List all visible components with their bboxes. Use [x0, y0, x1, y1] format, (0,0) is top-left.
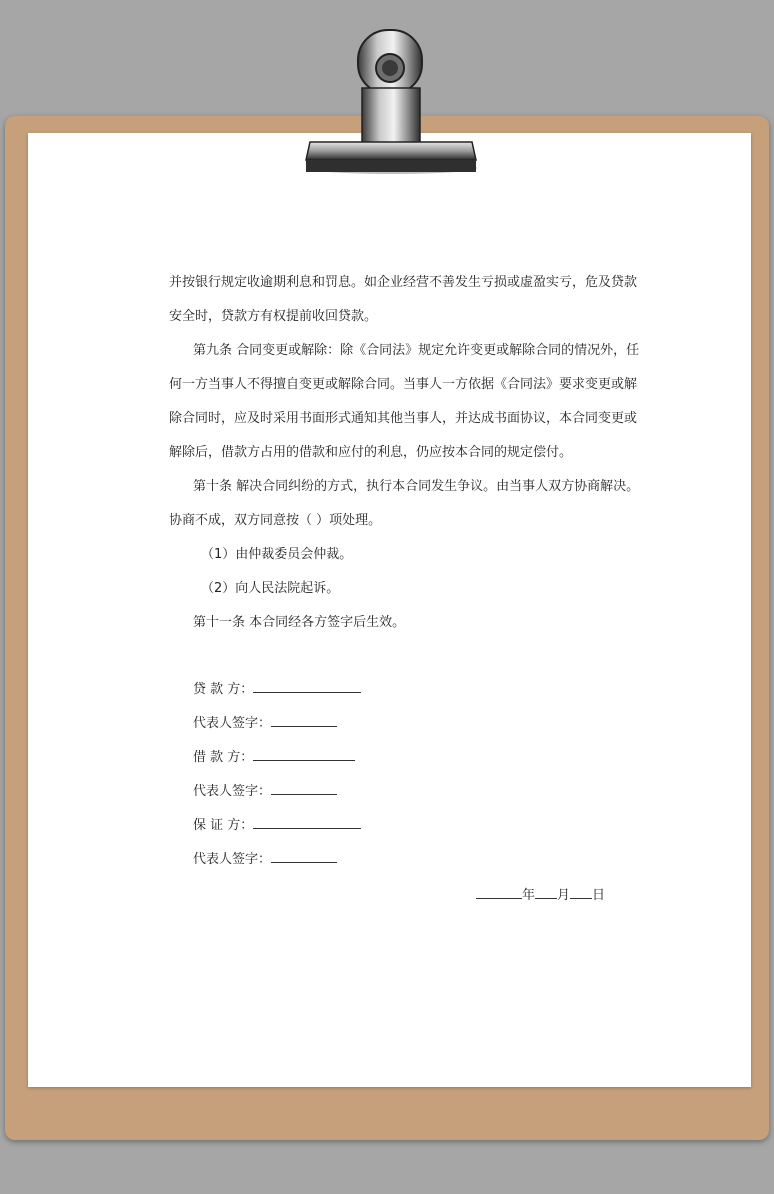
paragraph-line: 协商不成，双方同意按（ ）项处理。 — [169, 513, 382, 528]
borrower-rep-signature-row — [193, 780, 361, 814]
article-9-line: 第九条 合同变更或解除：除《合同法》规定允许变更或解除合同的情况外，任 — [193, 343, 640, 358]
paragraph-line: 解除后，借款方占用的借款和应付的利息，仍应按本合同的规定偿付。 — [169, 445, 573, 460]
guarantor-signature-row — [193, 814, 361, 848]
paragraph-line: 何一方当事人不得擅自变更或解除合同。当事人一方依据《合同法》要求变更或解 — [169, 377, 638, 392]
lender-label: 贷 款 方： — [193, 682, 254, 697]
borrower-rep-signature-line[interactable] — [271, 780, 337, 795]
option-2-line: （2）向人民法院起诉。 — [201, 581, 340, 596]
day-blank[interactable] — [570, 884, 592, 899]
year-blank[interactable] — [476, 884, 522, 899]
option-1-line: （1）由仲裁委员会仲裁。 — [201, 547, 353, 562]
guarantor-rep-signature-row — [193, 848, 361, 882]
binder-clip-icon — [300, 28, 480, 176]
lender-rep-signature-line[interactable] — [271, 712, 337, 727]
month-blank[interactable] — [535, 884, 557, 899]
year-label: 年 — [522, 888, 536, 903]
lender-signature-line[interactable] — [253, 678, 361, 693]
date-row — [476, 884, 605, 903]
borrower-rep-label: 代表人签字： — [193, 784, 272, 799]
day-label: 日 — [592, 888, 606, 903]
paragraph-line: 并按银行规定收逾期利息和罚息。如企业经营不善发生亏损或虚盈实亏，危及贷款 — [169, 275, 638, 290]
paragraph-line: 除合同时，应及时采用书面形式通知其他当事人，并达成书面协议，本合同变更或 — [169, 411, 638, 426]
guarantor-rep-signature-line[interactable] — [271, 848, 337, 863]
contract-body — [169, 266, 640, 640]
guarantor-label: 保 证 方： — [193, 818, 254, 833]
paragraph-line: 安全时，贷款方有权提前收回贷款。 — [169, 309, 378, 324]
article-10-line: 第十条 解决合同纠纷的方式，执行本合同发生争议。由当事人双方协商解决。 — [193, 479, 640, 494]
guarantor-rep-label: 代表人签字： — [193, 852, 272, 867]
borrower-signature-line[interactable] — [253, 746, 355, 761]
guarantor-signature-line[interactable] — [253, 814, 361, 829]
month-label: 月 — [557, 888, 571, 903]
signature-block — [193, 678, 361, 882]
borrower-label: 借 款 方： — [193, 750, 254, 765]
lender-signature-row — [193, 678, 361, 712]
borrower-signature-row — [193, 746, 361, 780]
lender-rep-signature-row — [193, 712, 361, 746]
lender-rep-label: 代表人签字： — [193, 716, 272, 731]
article-11-line: 第十一条 本合同经各方签字后生效。 — [193, 615, 406, 630]
